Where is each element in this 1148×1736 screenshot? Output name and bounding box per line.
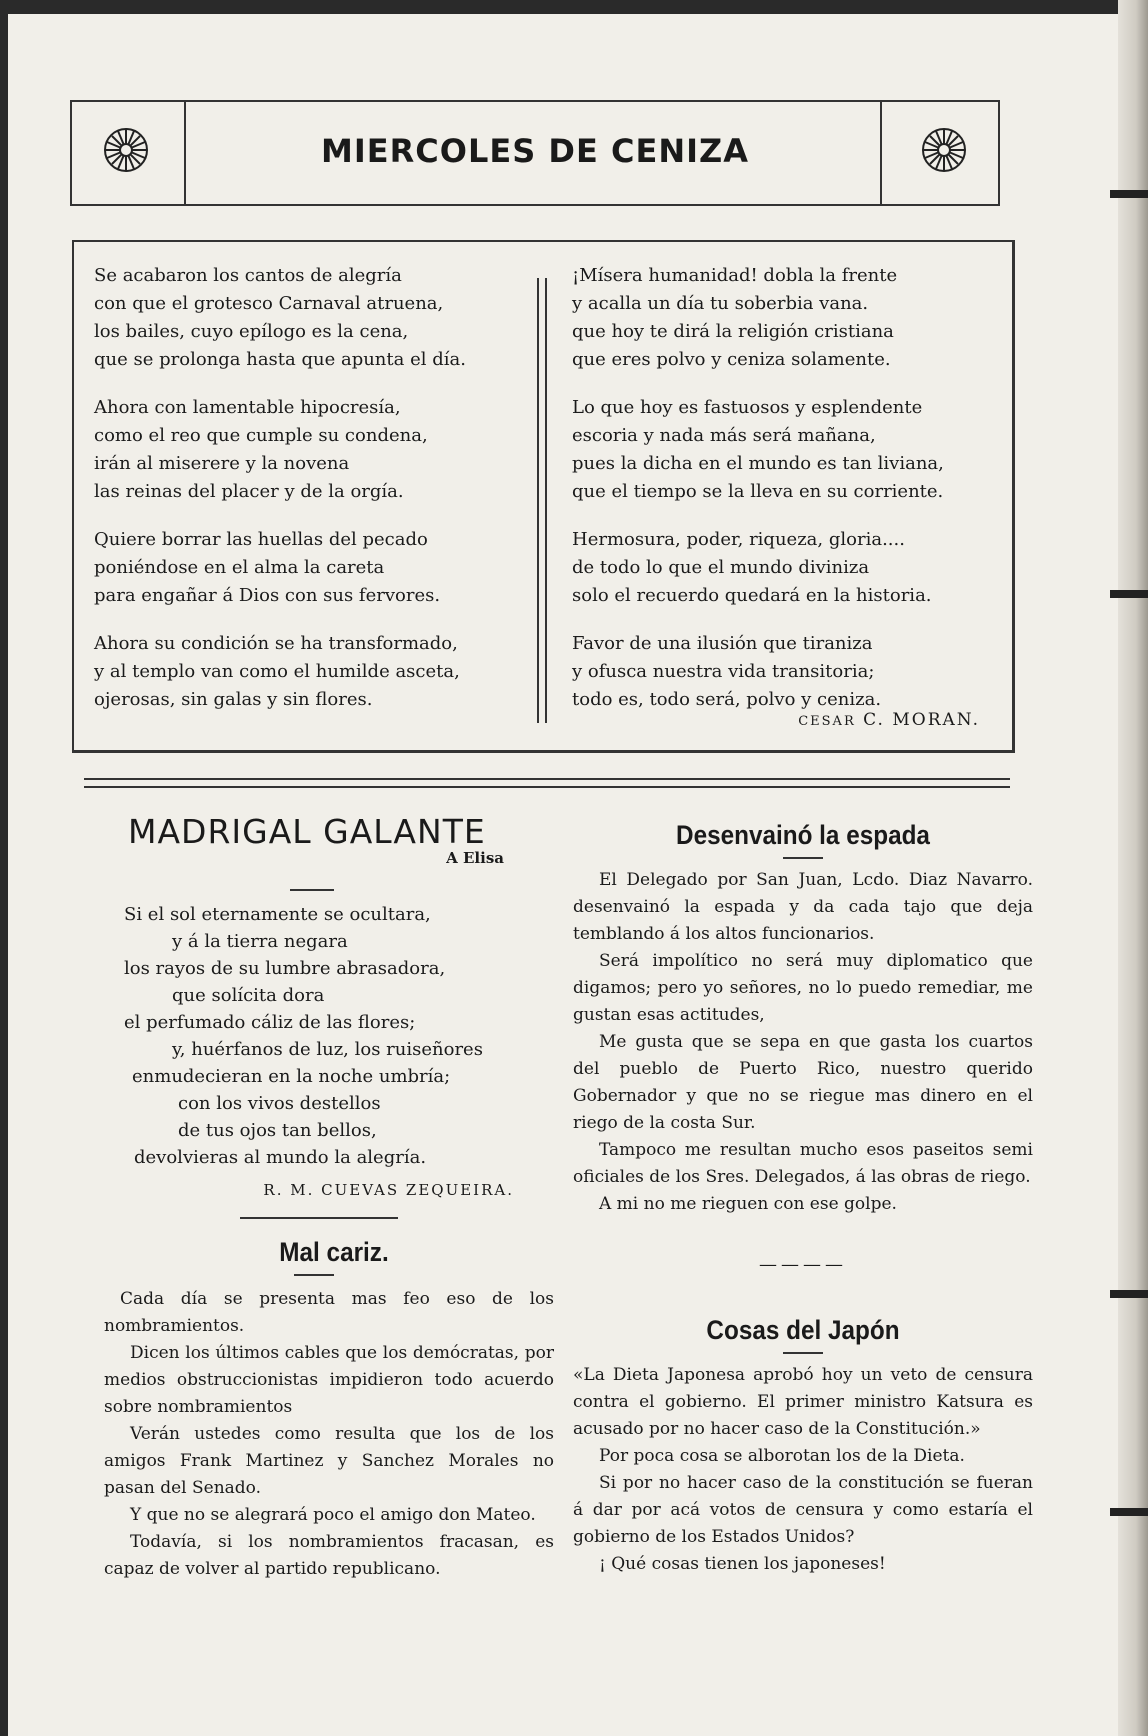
- author-initials: R. M.: [263, 1181, 315, 1199]
- poem-line: que se prolonga hasta que apunta el día.: [94, 349, 466, 370]
- paragraph: Y que no se alegrará poco el amigo don Mateo.: [130, 1505, 536, 1525]
- stanza: [94, 394, 466, 506]
- page-title: MIERCOLES DE CENIZA: [321, 132, 749, 170]
- poem-line: Favor de una ilusión que tiraniza: [572, 633, 873, 654]
- signature-initial: C.: [863, 710, 885, 730]
- poem-line: que eres polvo y ceniza solamente.: [572, 349, 891, 370]
- poem-line: Lo que hoy es fastuosos y esplendente: [572, 397, 923, 418]
- stanza: [572, 526, 944, 610]
- poem-line: y al templo van como el humilde asceta,: [94, 661, 460, 682]
- poem-line: el perfumado cáliz de las flores;: [124, 1012, 416, 1033]
- banner-frame-line: [70, 102, 72, 204]
- poem-line: con que el grotesco Carnaval atruena,: [94, 293, 444, 314]
- short-rule: [783, 1352, 823, 1354]
- paragraph: Dicen los últimos cables que los demócratas, por medios obstruccionistas impidieron todo acuerdo sobre nombramientos: [104, 1343, 554, 1417]
- left-article-column: [104, 812, 564, 1583]
- poem-line: pues la dicha en el mundo es tan liviana,: [572, 453, 944, 474]
- banner-frame-line: [880, 102, 882, 204]
- poem-line: Quiere borrar las huellas del pecado: [94, 529, 428, 550]
- paragraph: Tampoco me resultan mucho esos paseitos semi oficiales de los Sres. Delegados, á las obras de riego.: [573, 1140, 1033, 1187]
- stanza: [572, 394, 944, 506]
- newspaper-page: [8, 14, 1118, 1736]
- poem-line: las reinas del placer y de la orgía.: [94, 481, 404, 502]
- mal-cariz-title: Mal cariz.: [279, 1237, 389, 1267]
- poem-left-column: [94, 262, 466, 734]
- paragraph: «La Dieta Japonesa aprobó hoy un veto de censura contra el gobierno. El primer ministro Katsura es acusado por no hacer caso de la Constitución.»: [573, 1365, 1033, 1439]
- poem-box: [72, 240, 1015, 753]
- signature-first-name: CESAR: [798, 714, 856, 729]
- desenvaino-title: Desenvainó la espada: [676, 820, 930, 850]
- mal-cariz-body: [104, 1286, 554, 1583]
- madrigal-author: [104, 1181, 514, 1199]
- japon-body: [573, 1362, 1033, 1578]
- edge-tick: [1110, 590, 1148, 598]
- poem-line: los bailes, cuyo epílogo es la cena,: [94, 321, 409, 342]
- madrigal-title: MADRIGAL GALANTE: [128, 812, 486, 851]
- column-rule: [545, 278, 547, 723]
- stanza: [572, 630, 944, 714]
- stanza: [94, 630, 466, 714]
- poem-line: enmudecieran en la noche umbría;: [132, 1066, 451, 1087]
- paragraph: Será impolítico no será muy diplomatico que digamos; pero yo señores, no lo puedo remediar, me gustan esas actitudes,: [573, 951, 1033, 1025]
- poem-line: y, huérfanos de luz, los ruiseñores: [172, 1039, 483, 1060]
- stanza: [572, 262, 944, 374]
- short-rule: [783, 857, 823, 859]
- poem-line: los rayos de su lumbre abrasadora,: [124, 958, 446, 979]
- dash-separator: ————: [759, 1254, 847, 1275]
- paragraph: A mi no me rieguen con ese golpe.: [599, 1194, 897, 1214]
- madrigal-dedication: A Elisa: [446, 849, 504, 867]
- page-edge: [1118, 0, 1148, 1736]
- poem-line: Se acabaron los cantos de alegría: [94, 265, 402, 286]
- paragraph: Por poca cosa se alborotan los de la Dieta.: [599, 1446, 965, 1466]
- japon-title: Cosas del Japón: [706, 1315, 900, 1345]
- column-rule: [537, 278, 539, 723]
- stanza: [94, 526, 466, 610]
- poem-line: de todo lo que el mundo diviniza: [572, 557, 870, 578]
- paragraph: Me gusta que se sepa en que gasta los cuartos del pueblo de Puerto Rico, nuestro querido Gobernador y que no se riegue mas dinero en el riego de la costa Sur.: [573, 1032, 1033, 1133]
- paragraph: Cada día se presenta mas feo eso de los nombramientos.: [104, 1289, 554, 1336]
- title-banner: [70, 100, 1000, 206]
- right-article-column: [573, 820, 1033, 1578]
- short-rule: [290, 889, 334, 891]
- poem-line: para engañar á Dios con sus fervores.: [94, 585, 441, 606]
- chrysanthemum-icon: [920, 126, 968, 174]
- paragraph: ¡ Qué cosas tienen los japoneses!: [599, 1554, 886, 1574]
- chrysanthemum-icon: [102, 126, 150, 174]
- poem-line: poniéndose en el alma la careta: [94, 557, 385, 578]
- poem-line: con los vivos destellos: [178, 1093, 381, 1114]
- poem-line: devolvieras al mundo la alegría.: [134, 1147, 427, 1168]
- poem-line: irán al miserere y la novena: [94, 453, 350, 474]
- edge-tick: [1110, 190, 1148, 198]
- poem-line: escoria y nada más será mañana,: [572, 425, 876, 446]
- poem-line: todo es, todo será, polvo y ceniza.: [572, 689, 882, 710]
- stanza: [94, 262, 466, 374]
- banner-frame-line: [998, 102, 1000, 204]
- poem-line: y ofusca nuestra vida transitoria;: [572, 661, 875, 682]
- paragraph: El Delegado por San Juan, Lcdo. Diaz Navarro. desenvainó la espada y da cada tajo que deja temblando á los altos funcionarios.: [573, 870, 1033, 944]
- author-name: CUEVAS ZEQUEIRA.: [321, 1181, 514, 1199]
- poem-line: Ahora con lamentable hipocresía,: [94, 397, 401, 418]
- poem-line: Si el sol eternamente se ocultara,: [124, 904, 431, 925]
- madrigal-poem: [104, 901, 564, 1171]
- section-divider: [84, 786, 1010, 788]
- poem-line: que hoy te dirá la religión cristiana: [572, 321, 894, 342]
- poem-right-column: [572, 262, 944, 734]
- poem-line: que el tiempo se la lleva en su corriente.: [572, 481, 944, 502]
- section-divider: [84, 778, 1010, 780]
- short-rule: [294, 1274, 334, 1276]
- paragraph: Todavía, si los nombramientos fracasan, es capaz de volver al partido republicano.: [104, 1532, 554, 1579]
- banner-frame-line: [184, 102, 186, 204]
- poem-line: Hermosura, poder, riqueza, gloria....: [572, 529, 905, 550]
- edge-tick: [1110, 1290, 1148, 1298]
- poem-line: solo el recuerdo quedará en la historia.: [572, 585, 932, 606]
- paragraph: Verán ustedes como resulta que los de los amigos Frank Martinez y Sanchez Morales no pasan del Senado.: [104, 1424, 554, 1498]
- poem-line: de tus ojos tan bellos,: [178, 1120, 377, 1141]
- edge-tick: [1110, 1508, 1148, 1516]
- poem-line: Ahora su condición se ha transformado,: [94, 633, 458, 654]
- desenvaino-body: [573, 867, 1033, 1218]
- poem-signature: [798, 710, 980, 730]
- signature-surname: MORAN.: [892, 710, 980, 730]
- poem-line: ojerosas, sin galas y sin flores.: [94, 689, 373, 710]
- poem-line: como el reo que cumple su condena,: [94, 425, 428, 446]
- poem-line: y acalla un día tu soberbia vana.: [572, 293, 869, 314]
- poem-line: que solícita dora: [172, 985, 325, 1006]
- poem-line: ¡Mísera humanidad! dobla la frente: [572, 265, 898, 286]
- paragraph: Si por no hacer caso de la constitución se fueran á dar por acá votos de censura y como estaría el gobierno de los Estados Unidos?: [573, 1473, 1033, 1547]
- poem-line: y á la tierra negara: [172, 931, 348, 952]
- short-rule: [240, 1217, 398, 1219]
